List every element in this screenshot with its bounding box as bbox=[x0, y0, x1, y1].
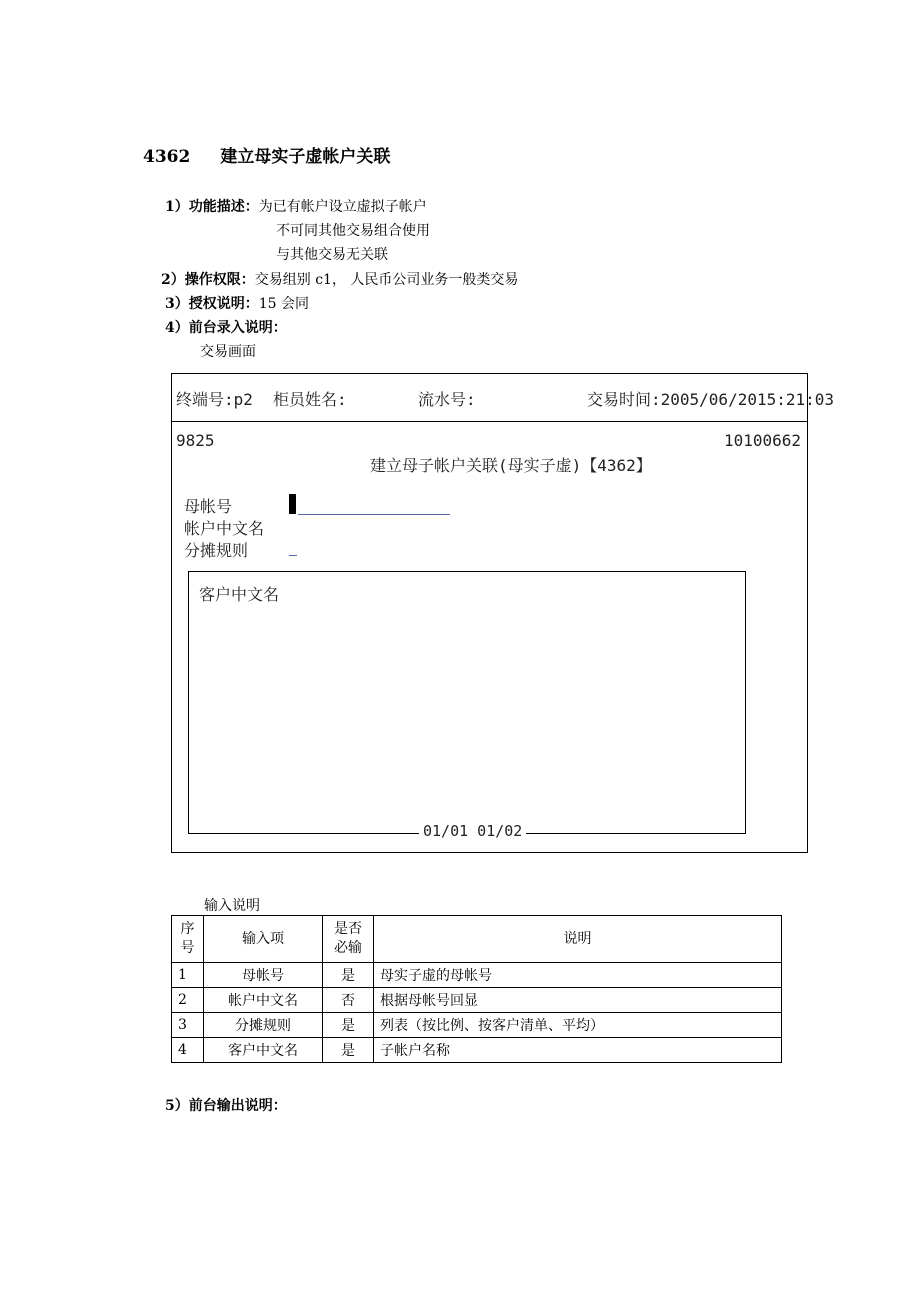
header-item: 输入项 bbox=[204, 916, 323, 963]
cell-desc: 列表（按比例、按客户清单、平均） bbox=[374, 1013, 782, 1038]
cell-item: 帐户中文名 bbox=[204, 988, 323, 1013]
section-permission bbox=[161, 269, 518, 289]
cell-seq: 1 bbox=[172, 963, 204, 988]
terminal-screen bbox=[171, 373, 835, 853]
cell-item: 客户中文名 bbox=[204, 1038, 323, 1063]
cell-seq: 4 bbox=[172, 1038, 204, 1063]
section-function-line2: 不可同其他交易组合使用 bbox=[276, 223, 430, 239]
cell-seq: 3 bbox=[172, 1013, 204, 1038]
input-caption: 输入说明 bbox=[204, 898, 260, 914]
header-desc: 说明 bbox=[374, 916, 782, 963]
customer-name-label: 客户中文名 bbox=[199, 585, 280, 604]
pager: 01/01 01/02 bbox=[419, 822, 526, 840]
screen-heading: 建立母子帐户关联(母实子虚)【4362】 bbox=[370, 456, 652, 475]
section-function-label: 1）功能描述： bbox=[165, 199, 259, 215]
code-left: 9825 bbox=[176, 431, 215, 450]
section-permission-label: 2）操作权限： bbox=[161, 272, 255, 288]
rule-select[interactable] bbox=[289, 555, 297, 556]
serial-label: 流水号: bbox=[418, 390, 476, 409]
transaction-title: 建立母实子虚帐户关联 bbox=[220, 147, 391, 167]
section-permission-text: 交易组别 c1， 人民币公司业务一般类交易 bbox=[254, 272, 519, 288]
table-row bbox=[172, 1038, 782, 1063]
table-header-row bbox=[172, 916, 782, 963]
cell-seq: 2 bbox=[172, 988, 204, 1013]
header-required: 是否必输 bbox=[323, 916, 374, 963]
time-label: 交易时间:2005/06/2015:21:03 bbox=[587, 390, 835, 409]
input-spec-table bbox=[171, 915, 782, 1063]
table-row bbox=[172, 1013, 782, 1038]
parent-account-input[interactable] bbox=[298, 514, 450, 515]
transaction-code: 4362 bbox=[143, 147, 191, 167]
teller-label: 柜员姓名: bbox=[273, 390, 347, 409]
cell-desc: 根据母帐号回显 bbox=[374, 988, 782, 1013]
section-function-line1: 为已有帐户设立虚拟子帐户 bbox=[258, 199, 427, 215]
terminal-label: 终端号:p2 bbox=[176, 390, 253, 409]
cell-required: 是 bbox=[323, 1013, 374, 1038]
cell-required: 否 bbox=[323, 988, 374, 1013]
field-account-name-label: 帐户中文名 bbox=[184, 519, 265, 538]
section-authorization-label: 3）授权说明： bbox=[165, 296, 259, 312]
section-input-label: 4）前台录入说明： bbox=[165, 320, 287, 336]
cell-required: 是 bbox=[323, 963, 374, 988]
cell-desc: 子帐户名称 bbox=[374, 1038, 782, 1063]
section-output-label: 5）前台输出说明： bbox=[165, 1098, 287, 1114]
field-rule-label: 分摊规则 bbox=[184, 541, 249, 560]
text-cursor bbox=[289, 494, 296, 514]
screen-caption: 交易画面 bbox=[200, 344, 256, 360]
table-row bbox=[172, 963, 782, 988]
code-right: 10100662 bbox=[724, 431, 802, 450]
cell-item: 分摊规则 bbox=[204, 1013, 323, 1038]
header-seq: 序号 bbox=[172, 916, 204, 963]
header-divider bbox=[172, 421, 807, 422]
customer-list-box bbox=[188, 571, 746, 840]
cell-required: 是 bbox=[323, 1038, 374, 1063]
section-authorization-text: 15 会同 bbox=[258, 296, 310, 312]
table-row bbox=[172, 988, 782, 1013]
section-function bbox=[165, 196, 427, 216]
cell-item: 母帐号 bbox=[204, 963, 323, 988]
section-function-line3: 与其他交易无关联 bbox=[276, 247, 388, 263]
field-parent-account-label: 母帐号 bbox=[184, 497, 233, 516]
cell-desc: 母实子虚的母帐号 bbox=[374, 963, 782, 988]
page-title bbox=[143, 142, 390, 167]
section-authorization bbox=[165, 293, 309, 313]
